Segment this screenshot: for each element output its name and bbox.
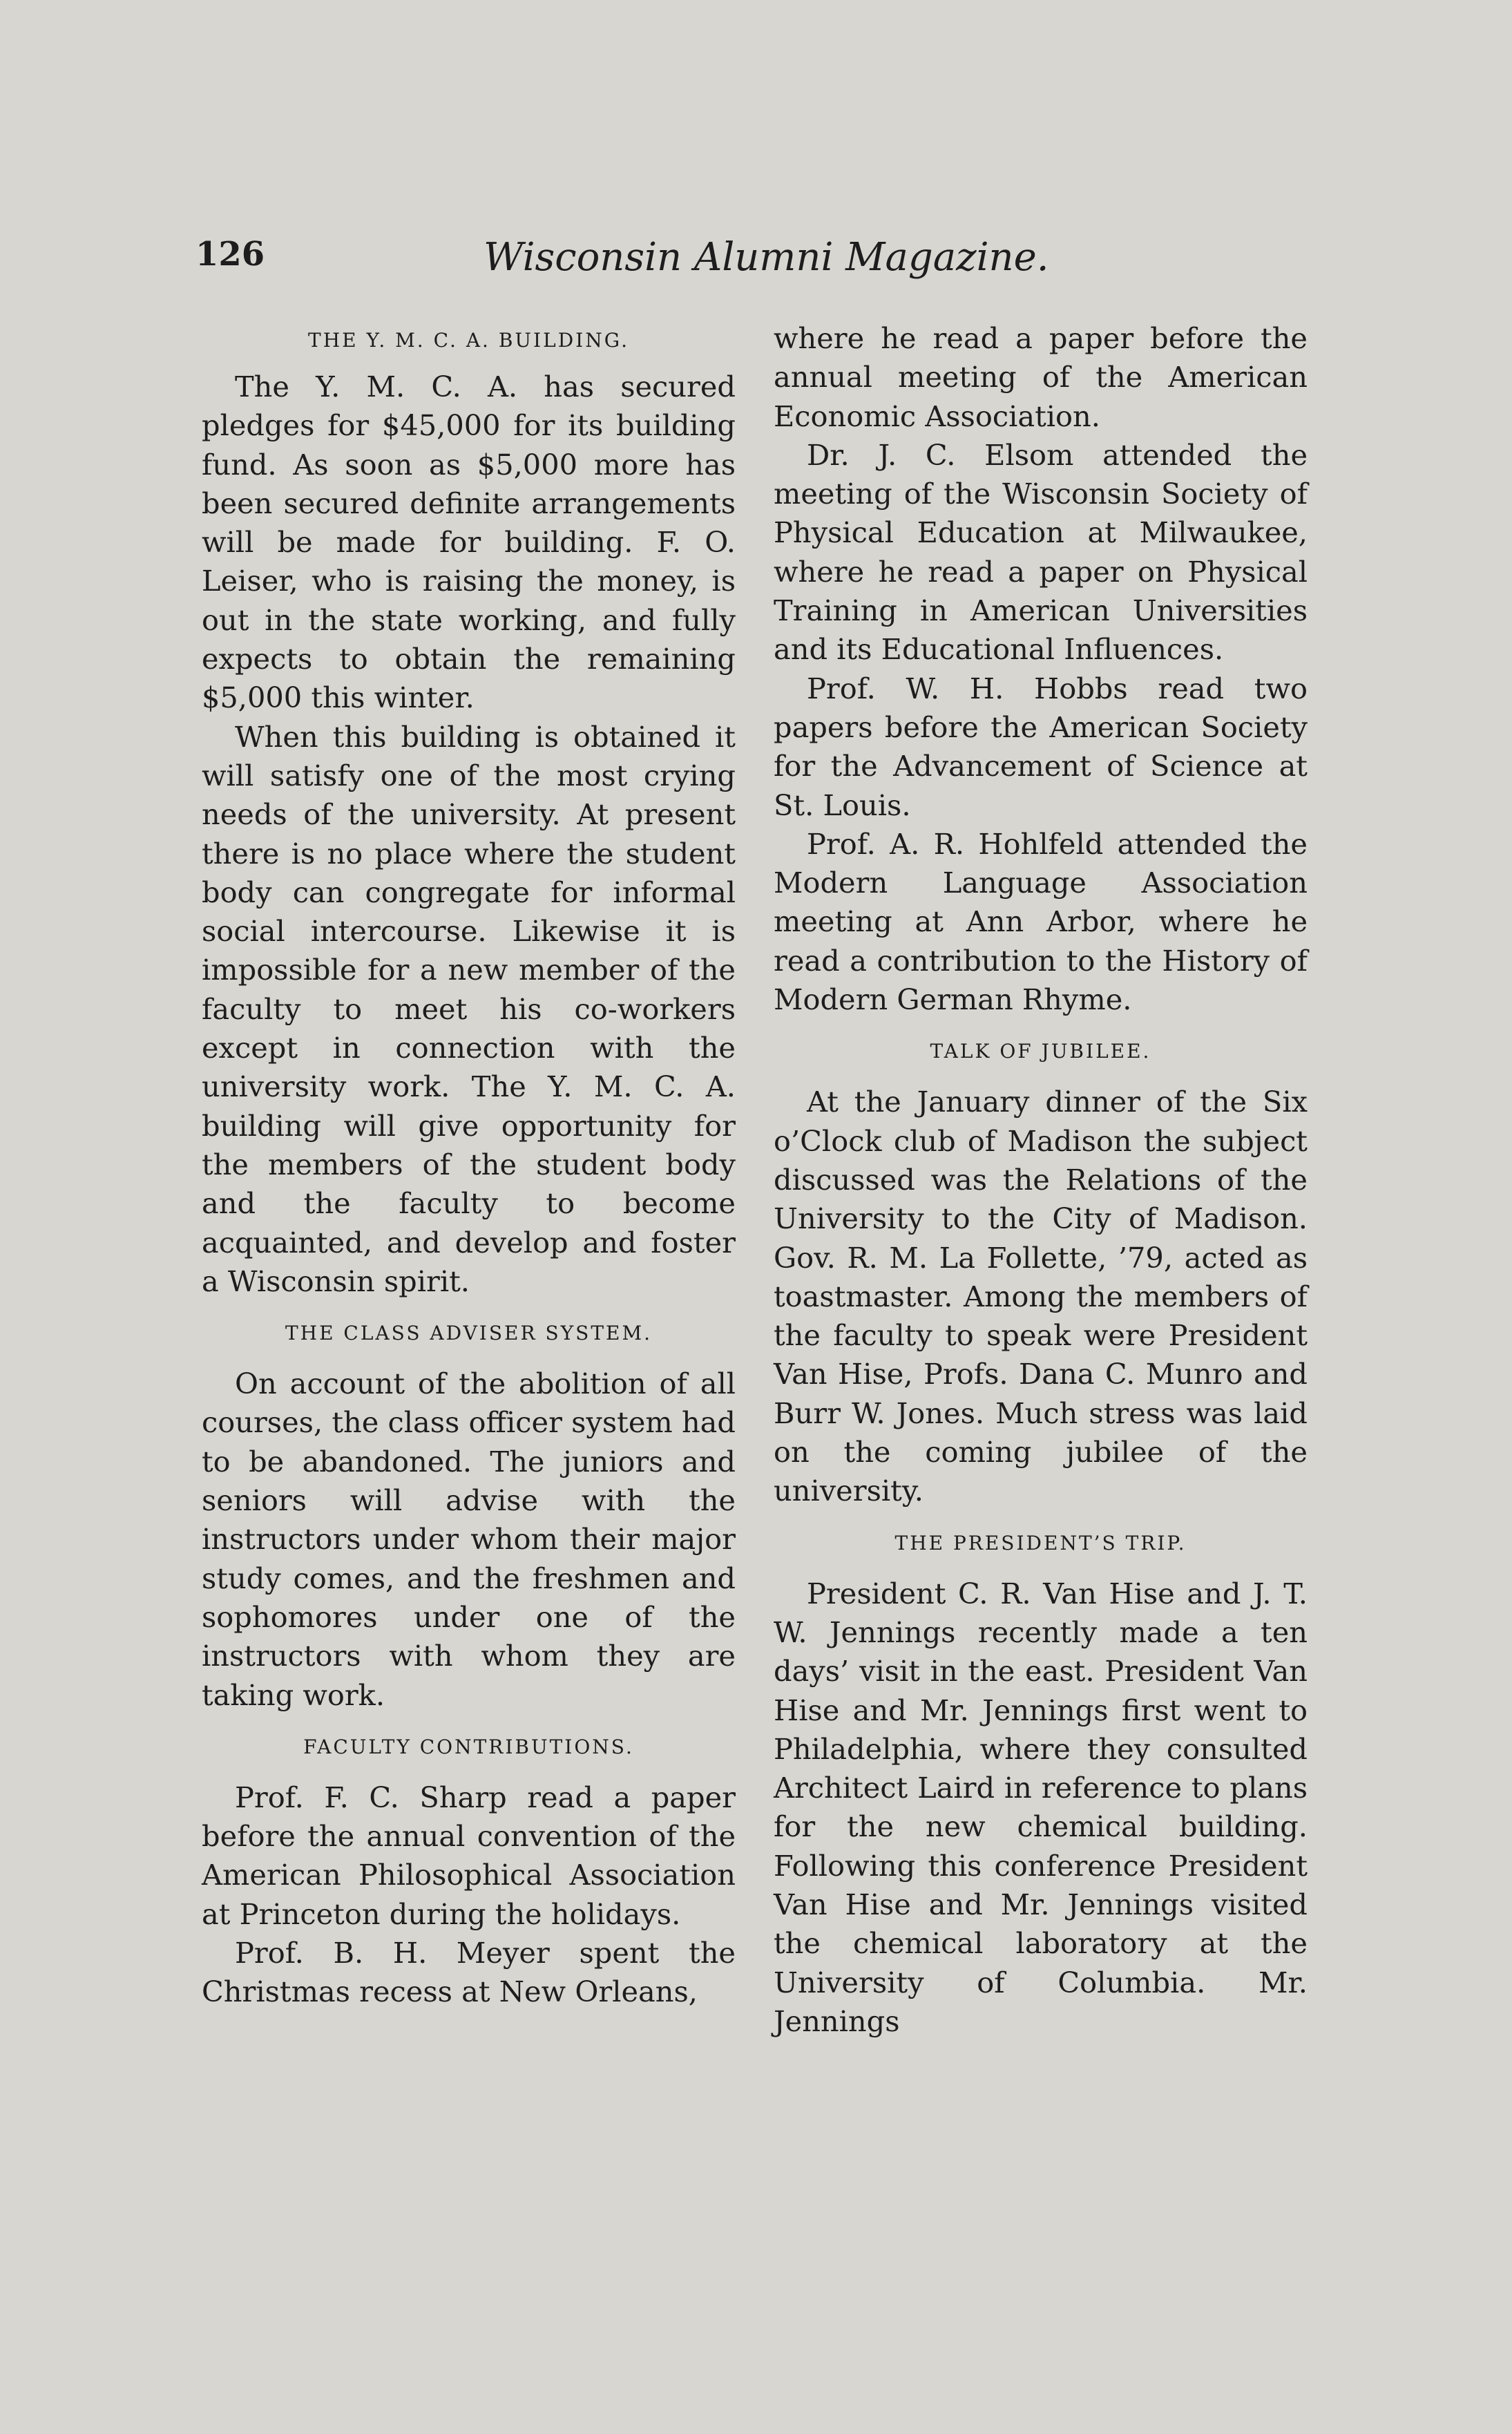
section-heading-faculty-contributions: FACULTY CONTRIBUTIONS. — [303, 1735, 634, 1758]
jubilee-paragraph-1: At the January dinner of the Six o’Clock club of Madison the subject discussed was the Relations of the University to the City of Madison. Gov. R. M. La Follette, ’79, acted as toastmaster. Among the members of the faculty to speak were President Van Hise, Profs. Dana C. Munro and Burr W. Jones. Much stress was laid on the coming jubilee of the university. — [774, 1085, 1308, 1508]
trip-paragraph-1: President C. R. Van Hise and J. T. W. Jennings recently made a ten days’ visit in the east. President Van Hise and Mr. Jennings first went to Philadelphia, where they consulted Architect Laird in reference to plans for the new chemical building. Following this conference President Van Hise and Mr. Jennings visited the chemical laboratory at the University of Columbia. Mr. Jennings — [774, 1576, 1308, 2038]
faculty-paragraph-2: Prof. B. H. Meyer spent the Christmas recess at New Orleans, — [202, 1935, 736, 2009]
left-column — [202, 319, 736, 2012]
faculty-paragraph-elsom: Dr. J. C. Elsom attended the meeting of the Wisconsin Society of Physical Education at Milwaukee, where he read a paper on Physical Training in American Universities and its Educational Influences. — [774, 437, 1308, 667]
section-heading-ymca: THE Y. M. C. A. BUILDING. — [308, 329, 629, 352]
faculty-paragraph-hobbs: Prof. W. H. Hobbs read two papers before the American Society for the Advancement of Science at St. Louis. — [774, 671, 1308, 822]
ymca-paragraph-1: The Y. M. C. A. has secured pledges for $45,000 for its building fund. As soon as $5,000 more has been secured definite arrangements will be made for building. F. O. Leiser, who is raising the money, is out in the state working, and fully expects to obtain the remaining $5,000 this winter. — [202, 370, 736, 715]
running-title: Wisconsin Alumni Magazine. — [484, 235, 1049, 280]
section-heading-presidents-trip: THE PRESIDENT’S TRIP. — [894, 1531, 1187, 1554]
ymca-paragraph-2: When this building is obtained it will satisfy one of the most crying needs of the university. At present there is no place where the student body can congregate for informal social intercourse. Likewise it is impossible for a new member of the faculty to meet his co-workers except in connection with the university work. The Y. M. C. A. building will give opportunity for the members of the student body and the faculty to become acquainted, and develop and foster a Wisconsin spirit. — [202, 719, 736, 1298]
section-heading-jubilee: TALK OF JUBILEE. — [930, 1040, 1151, 1063]
adviser-paragraph-1: On account of the abolition of all courses, the class officer system had to be abandoned. The juniors and seniors will advise with the instructors under whom their major study comes, and the freshmen and sophomores under one of the instructors with whom they are taking work. — [202, 1367, 736, 1712]
section-heading-class-adviser: THE CLASS ADVISER SYSTEM. — [285, 1322, 653, 1345]
page-header — [0, 235, 1512, 297]
faculty-continued-paragraph: where he read a paper before the annual meeting of the American Economic Association. — [774, 321, 1308, 433]
faculty-paragraph-hohlfeld: Prof. A. R. Hohlfeld attended the Modern Language Association meeting at Ann Arbor, where he read a contribution to the History of Modern German Rhyme. — [774, 826, 1308, 1017]
right-column — [774, 319, 1308, 2041]
page-number: 126 — [195, 235, 265, 274]
faculty-paragraph-1: Prof. F. C. Sharp read a paper before the annual convention of the American Philosophical Association at Princeton during the holidays. — [202, 1780, 736, 1931]
